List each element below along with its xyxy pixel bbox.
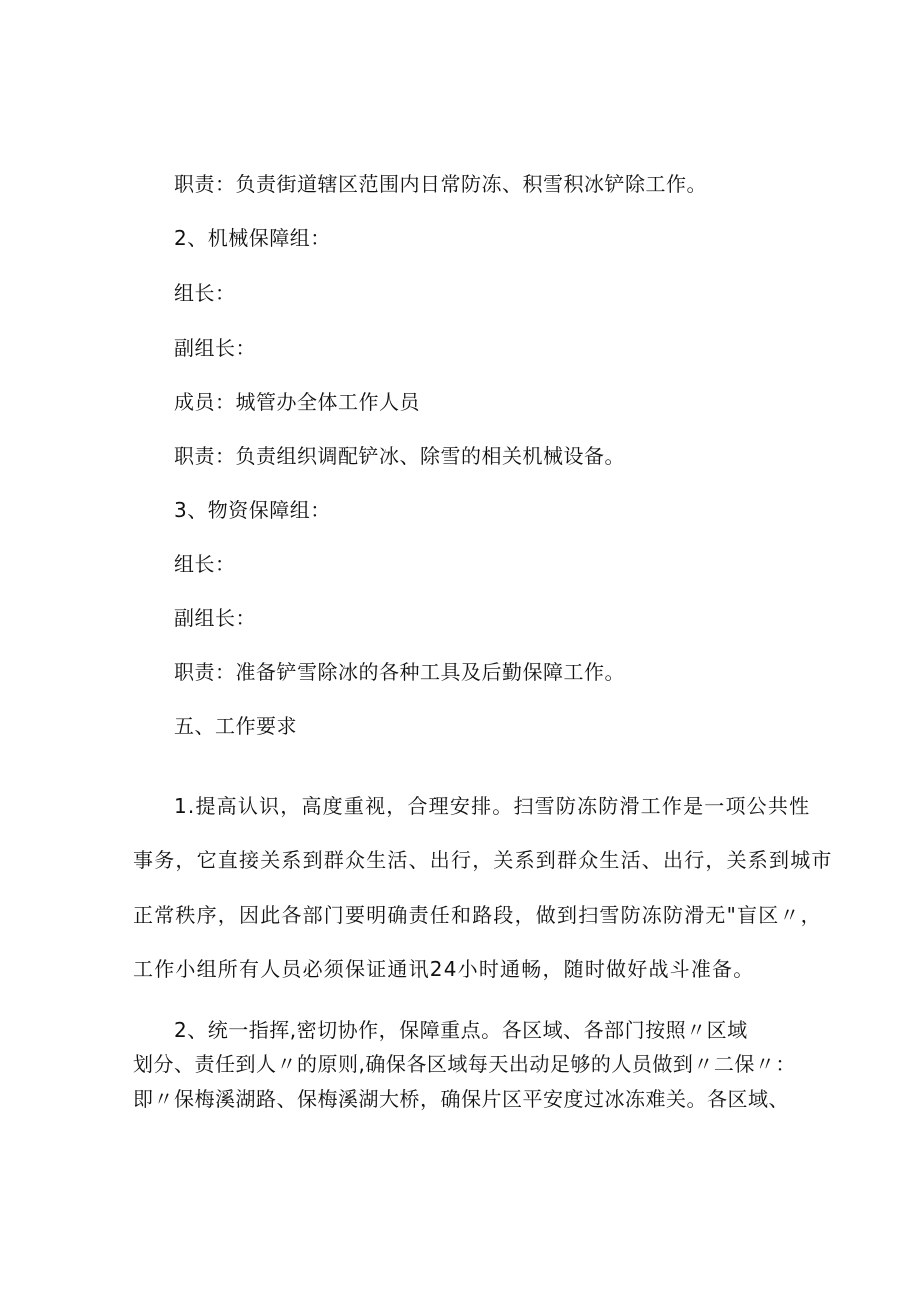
paragraph-1-line-3: 正常秩序，因此各部门要明确责任和路段，做到扫雪防冻防滑无"盲区〃， — [133, 903, 822, 927]
section-work-requirements-heading: 五、工作要求 — [174, 714, 297, 738]
paragraph-2-line-2: 划分、责任到人〃的原则,确保各区域每天出动足够的人员做到〃二保〃： — [133, 1052, 796, 1076]
paragraph-1-line-4: 工作小组所有人员必须保证通讯24小时通畅，随时做好战斗准备。 — [133, 957, 755, 981]
duty-line-1: 职责：负责街道辖区范围内日常防冻、积雪积冰铲除工作。 — [174, 172, 707, 196]
paragraph-1-line-2: 事务，它直接关系到群众生活、出行，关系到群众生活、出行，关系到城市 — [133, 848, 833, 872]
section-machinery-heading: 2、机械保障组： — [174, 226, 331, 250]
leader-line-2: 组长： — [174, 552, 236, 576]
duty-line-3: 职责：准备铲雪除冰的各种工具及后勤保障工作。 — [174, 660, 625, 684]
members-line: 成员：城管办全体工作人员 — [174, 390, 420, 414]
section-supplies-heading: 3、物资保障组： — [174, 498, 331, 522]
paragraph-2-line-3: 即〃保梅溪湖路、保梅溪湖大桥，确保片区平安度过冰冻难关。各区域、 — [133, 1087, 789, 1111]
leader-line-1: 组长： — [174, 281, 236, 305]
paragraph-2-line-1: 2、统一指挥,密切协作，保障重点。各区域、各部门按照〃区域 — [174, 1018, 748, 1042]
duty-line-2: 职责：负责组织调配铲冰、除雪的相关机械设备。 — [174, 444, 625, 468]
deputy-leader-line-1: 副组长： — [174, 336, 256, 360]
paragraph-1-line-1: 1.提高认识，高度重视，合理安排。扫雪防冻防滑工作是一项公共性 — [174, 794, 811, 818]
deputy-leader-line-2: 副组长： — [174, 606, 256, 630]
